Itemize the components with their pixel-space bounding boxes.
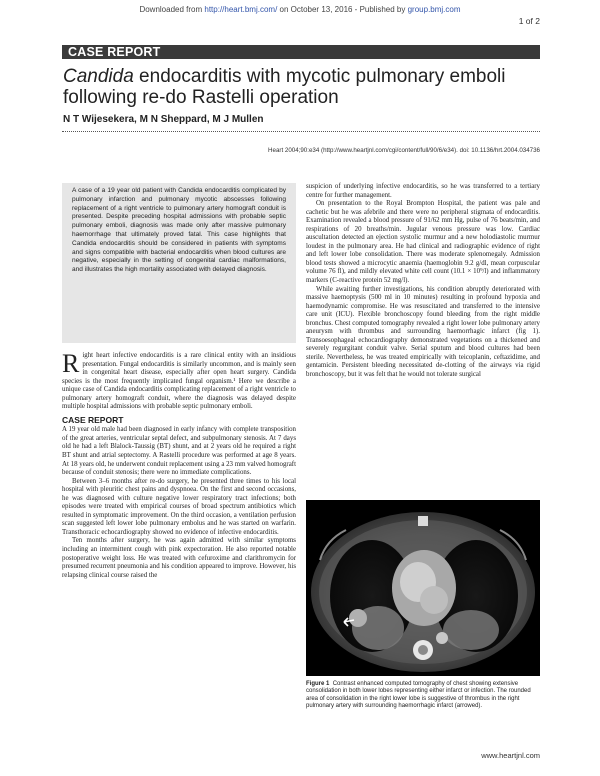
left-column <box>62 349 296 580</box>
footer-url: www.heartjnl.com <box>481 751 540 760</box>
download-mid: on October 13, 2016 - Published by <box>277 5 408 14</box>
abstract-text: A case of a 19 year old patient with Candida endocarditis complicated by pulmonary infarction and pulmonary mycotic abscesses following replacement of a right ventricle to pulmonary artery homograft conduit is presented. Despite preceding hospital admissions with probable septic pulmonary emboli, diagnosis was made only after massive pulmonary haemorrhage that ultimately proved fatal. This case highlights that Candida endocarditis should be considered in patients with symptoms and signs compatible with bacterial endocarditis when blood cultures are negative, especially in the setting of congenital cardiac malformations, and illustrates the high mortality associated with delayed diagnosis. <box>72 187 286 274</box>
intro-text: ight heart infective endocarditis is a rare clinical entity with an insidious presentation. Fungal endocarditis is similarly uncommon, and is mainly seen in congenital heart disease, especially after open heart surgery. Candida species is the most frequently implicated fungal organism.¹ Here we describe a unique case of Candida endocarditis complicating replacement of a right ventricle to pulmonary artery homograft conduit, where the diagnosis was delayed despite multiple hospital admissions with probable septic pulmonary emboli. <box>62 352 296 411</box>
left-paragraph-1: A 19 year old male had been diagnosed in early infancy with complete transposition of the great arteries, ventricular septal defect, and subpulmonary stenosis. At 7 days old he had a left Blalock-Taussig (BT) shunt, and at 2 years old he required a right BT shunt and atrial septectomy. A Rastelli procedure was performed at age 8 years. At 18 years old, he underwent conduit replacement using a 23 mm valved homograft because of conduit stenosis; there were no immediate complications. <box>62 426 296 477</box>
article-title <box>63 66 543 108</box>
dotted-divider <box>62 131 540 132</box>
figure-caption-text: Contrast enhanced computed tomography of chest showing extensive consolidation in both lower lobes representing either infarct or infection. The rounded area of consolidation in the right lower lobe is suggestive of thrombus in the right pulmonary artery with surrounding haemorrhagic infarct (arrowed). <box>306 681 531 709</box>
left-paragraph-3: Ten months after surgery, he was again admitted with similar symptoms including an intermittent cough with pink expectoration. He also reported notable postoperative weight loss. He was treated with cefuroxime and clarithromycin for presumed recurrent pneumonia and his condition appeared to improve. However, his relapsing clinical course raised the <box>62 537 296 579</box>
page-number: 1 of 2 <box>518 16 540 26</box>
authors: N T Wijesekera, M N Sheppard, M J Mullen <box>63 114 264 125</box>
right-paragraph-1: suspicion of underlying infective endocarditis, so he was transferred to a tertiary centre for further management. <box>306 183 540 199</box>
abstract-box <box>62 183 296 343</box>
citation: Heart 2004;90:e34 (http://www.heartjnl.com/cgi/content/full/90/6/e34). doi: 10.1136/hrt.2004.034736 <box>268 147 540 154</box>
ct-scan-image <box>306 500 540 676</box>
section-label: CASE REPORT <box>68 45 161 59</box>
heart-bmj-link[interactable]: http://heart.bmj.com/ <box>204 5 278 14</box>
download-banner <box>0 5 600 14</box>
drop-cap: R <box>62 349 80 378</box>
figure-label: Figure 1 <box>306 681 330 687</box>
figure-caption <box>306 681 540 710</box>
right-column <box>306 183 540 380</box>
section-banner <box>62 45 540 59</box>
download-prefix: Downloaded from <box>139 5 205 14</box>
title-rest: endocarditis with mycotic pulmonary emboli following re-do Rastelli operation <box>63 66 506 108</box>
left-paragraph-2: Between 3–6 months after re-do surgery, he presented three times to his local hospital with pleuritic chest pains and dyspnoea. On the first and second occasions, he was diagnosed with culture negative lower respiratory tract infections; both episodes were treated with empirical courses of broad spectrum antibiotics which resulted in symptomatic improvement. On the third occasion, a ventilation perfusion scan suggested left lower lobe pulmonary embolus and he was started on warfarin. Transthoracic echocardiography showed no evidence of infective endocarditis. <box>62 477 296 536</box>
intro-paragraph <box>62 349 296 412</box>
right-paragraph-2: On presentation to the Royal Brompton Hospital, the patient was pale and cachetic but he was afebrile and there were no peripheral stigmata of endocarditis. Examination revealed a blood pressure of 91/62 mm Hg, pulse of 76 beats/min, and respirations of 20 breaths/min. Jugular venous pressure was low. Cardiac auscultation detected an ejection systolic murmur and a new holodiastolic murmur loudest in the pulmonary area. He had clinical and radiographic evidence of right and left lower lobe consolidation. There was moderate splenomegaly. Admission blood tests showed a microcytic anaemia (haemoglobin 9.2 g/dl, mean corpuscular volume 76 fl), and mildly elevated white cell count (10.1 × 10⁹/l) and inflammatory markers (C-reactive protein 52 mg/l). <box>306 200 540 285</box>
title-italic: Candida <box>63 66 134 87</box>
thrombus-focus <box>349 609 367 627</box>
publisher-link[interactable]: group.bmj.com <box>407 5 461 14</box>
ct-scan-figure <box>306 500 540 676</box>
case-report-heading: CASE REPORT <box>62 414 124 425</box>
right-paragraph-3: While awaiting further investigations, his condition abruptly deteriorated with massive haemoptysis (500 ml in 10 minutes) resulting in profound hypoxia and haemodynamic compromise. He was resuscitated and transferred to the intensive care unit (ICU). Flexible bronchoscopy found bleeding from the right middle bronchus. Chest computed tomography revealed a right lower lobe pulmonary artery aneurysm with thrombus and surrounding haemorrhagic infarct (fig 1). Transoesophageal echocardiography demonstrated vegetations on a thickened and severely regurgitant conduit valve. Serial sputum and blood cultures had been sterile. Nevertheless, he was treated empirically with teicoplanin, ceftazidime, and gentamicin. Persistent bleeding necessitated de-clotting of the airways via rigid bronchoscopy, but it was felt that he would not tolerate surgical <box>306 285 540 379</box>
